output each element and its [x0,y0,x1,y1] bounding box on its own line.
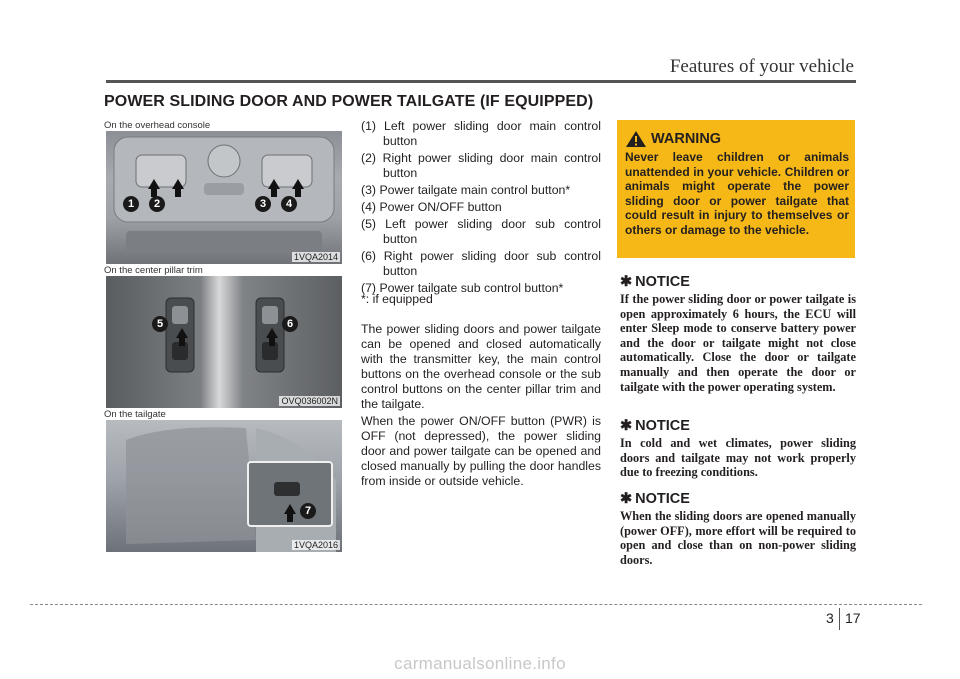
list-item: (3) Power tailgate main control button* [361,183,571,197]
photo-code-pillar: OVQ036002N [281,396,338,406]
notice-star-icon: ✱ [620,491,633,507]
footer-rule [30,604,922,605]
notice-star-icon: ✱ [620,418,633,434]
notice-text: If the power sliding door or power tailgate is open approximately 6 hours, the ECU will enter Sleep mode to conserve battery power and the door or tailgate might not close automatically. Close the door or tailgate manually and then operate the door or tailgate with the power operating system. [620,292,856,394]
page-header-title: Features of your vehicle [669,56,854,77]
callout-3: 3 [255,196,271,212]
photo-code-overhead: 1VQA2014 [293,252,338,262]
tailgate-illustration [106,420,342,552]
list-item: (5) Left power sliding door sub control button [361,217,601,246]
warning-triangle-icon [625,130,647,148]
callout-6: 6 [282,316,298,332]
notice-text: When the sliding doors are opened manually (power OFF), more effort will be required to open and close than on non-power sliding doors. [620,509,856,567]
watermark: carmanualsonline.info [394,654,566,673]
notice-header [620,274,856,290]
overhead-console-illustration [106,131,342,264]
notice-title: NOTICE [635,491,690,507]
footnote: *: if equipped [361,292,433,306]
photo-label-pillar: On the center pillar trim [104,265,203,276]
photo-code-tailgate: 1VQA2016 [293,540,338,550]
notice-manual-effort [620,491,856,567]
notice-title: NOTICE [635,418,690,434]
overhead-console-photo [106,131,342,264]
control-button-list [361,119,601,298]
callout-5: 5 [152,316,168,332]
notice-star-icon: ✱ [620,274,633,290]
callout-4: 4 [281,196,297,212]
list-item: (4) Power ON/OFF button [361,200,502,214]
page-number: 17 [845,610,861,626]
notice-text: In cold and wet climates, power sliding doors and tailgate may not work properly due to freezing conditions. [620,436,856,480]
page-section-number: 3 [826,610,834,626]
list-item: (1) Left power sliding door main control button [361,119,601,148]
warning-title: WARNING [651,131,722,147]
warning-text: Never leave children or animals unattended in your vehicle. Children or animals might operate the power sliding door or power tailgate that could result in injury to themselves or others or damage to the vehicle. [625,150,849,237]
photo-label-tailgate: On the tailgate [104,409,166,420]
list-item: (6) Right power sliding door sub control button [361,249,601,278]
paragraph-operation: The power sliding doors and power tailgate can be opened and closed automatically with the transmitter key, the main control buttons on the overhead console or the sub control buttons on the center pillar trim and the tailgate. [361,322,601,411]
list-item: (2) Right power sliding door main control button [361,151,601,180]
header-rule [106,80,856,83]
warning-box [617,120,855,258]
notice-header [620,418,856,434]
notice-title: NOTICE [635,274,690,290]
callout-1: 1 [123,196,139,212]
notice-header [620,491,856,507]
warning-header [625,130,849,148]
tailgate-photo [106,420,342,552]
paragraph-manual: When the power ON/OFF button (PWR) is OFF (not depressed), the power sliding door and power tailgate can be opened and closed manually by pulling the door handles from inside or outside vehicle. [361,414,601,488]
callout-2: 2 [149,196,165,212]
list-item: (7) Power tailgate sub control button* [361,281,564,295]
section-title: POWER SLIDING DOOR AND POWER TAILGATE (IF EQUIPPED) [104,93,594,110]
page-number-divider [839,608,840,630]
callout-7: 7 [300,503,316,519]
center-pillar-illustration [106,276,342,408]
photo-label-overhead: On the overhead console [104,120,211,131]
center-pillar-photo [106,276,342,408]
notice-sleep-mode [620,274,856,394]
notice-freezing [620,418,856,480]
